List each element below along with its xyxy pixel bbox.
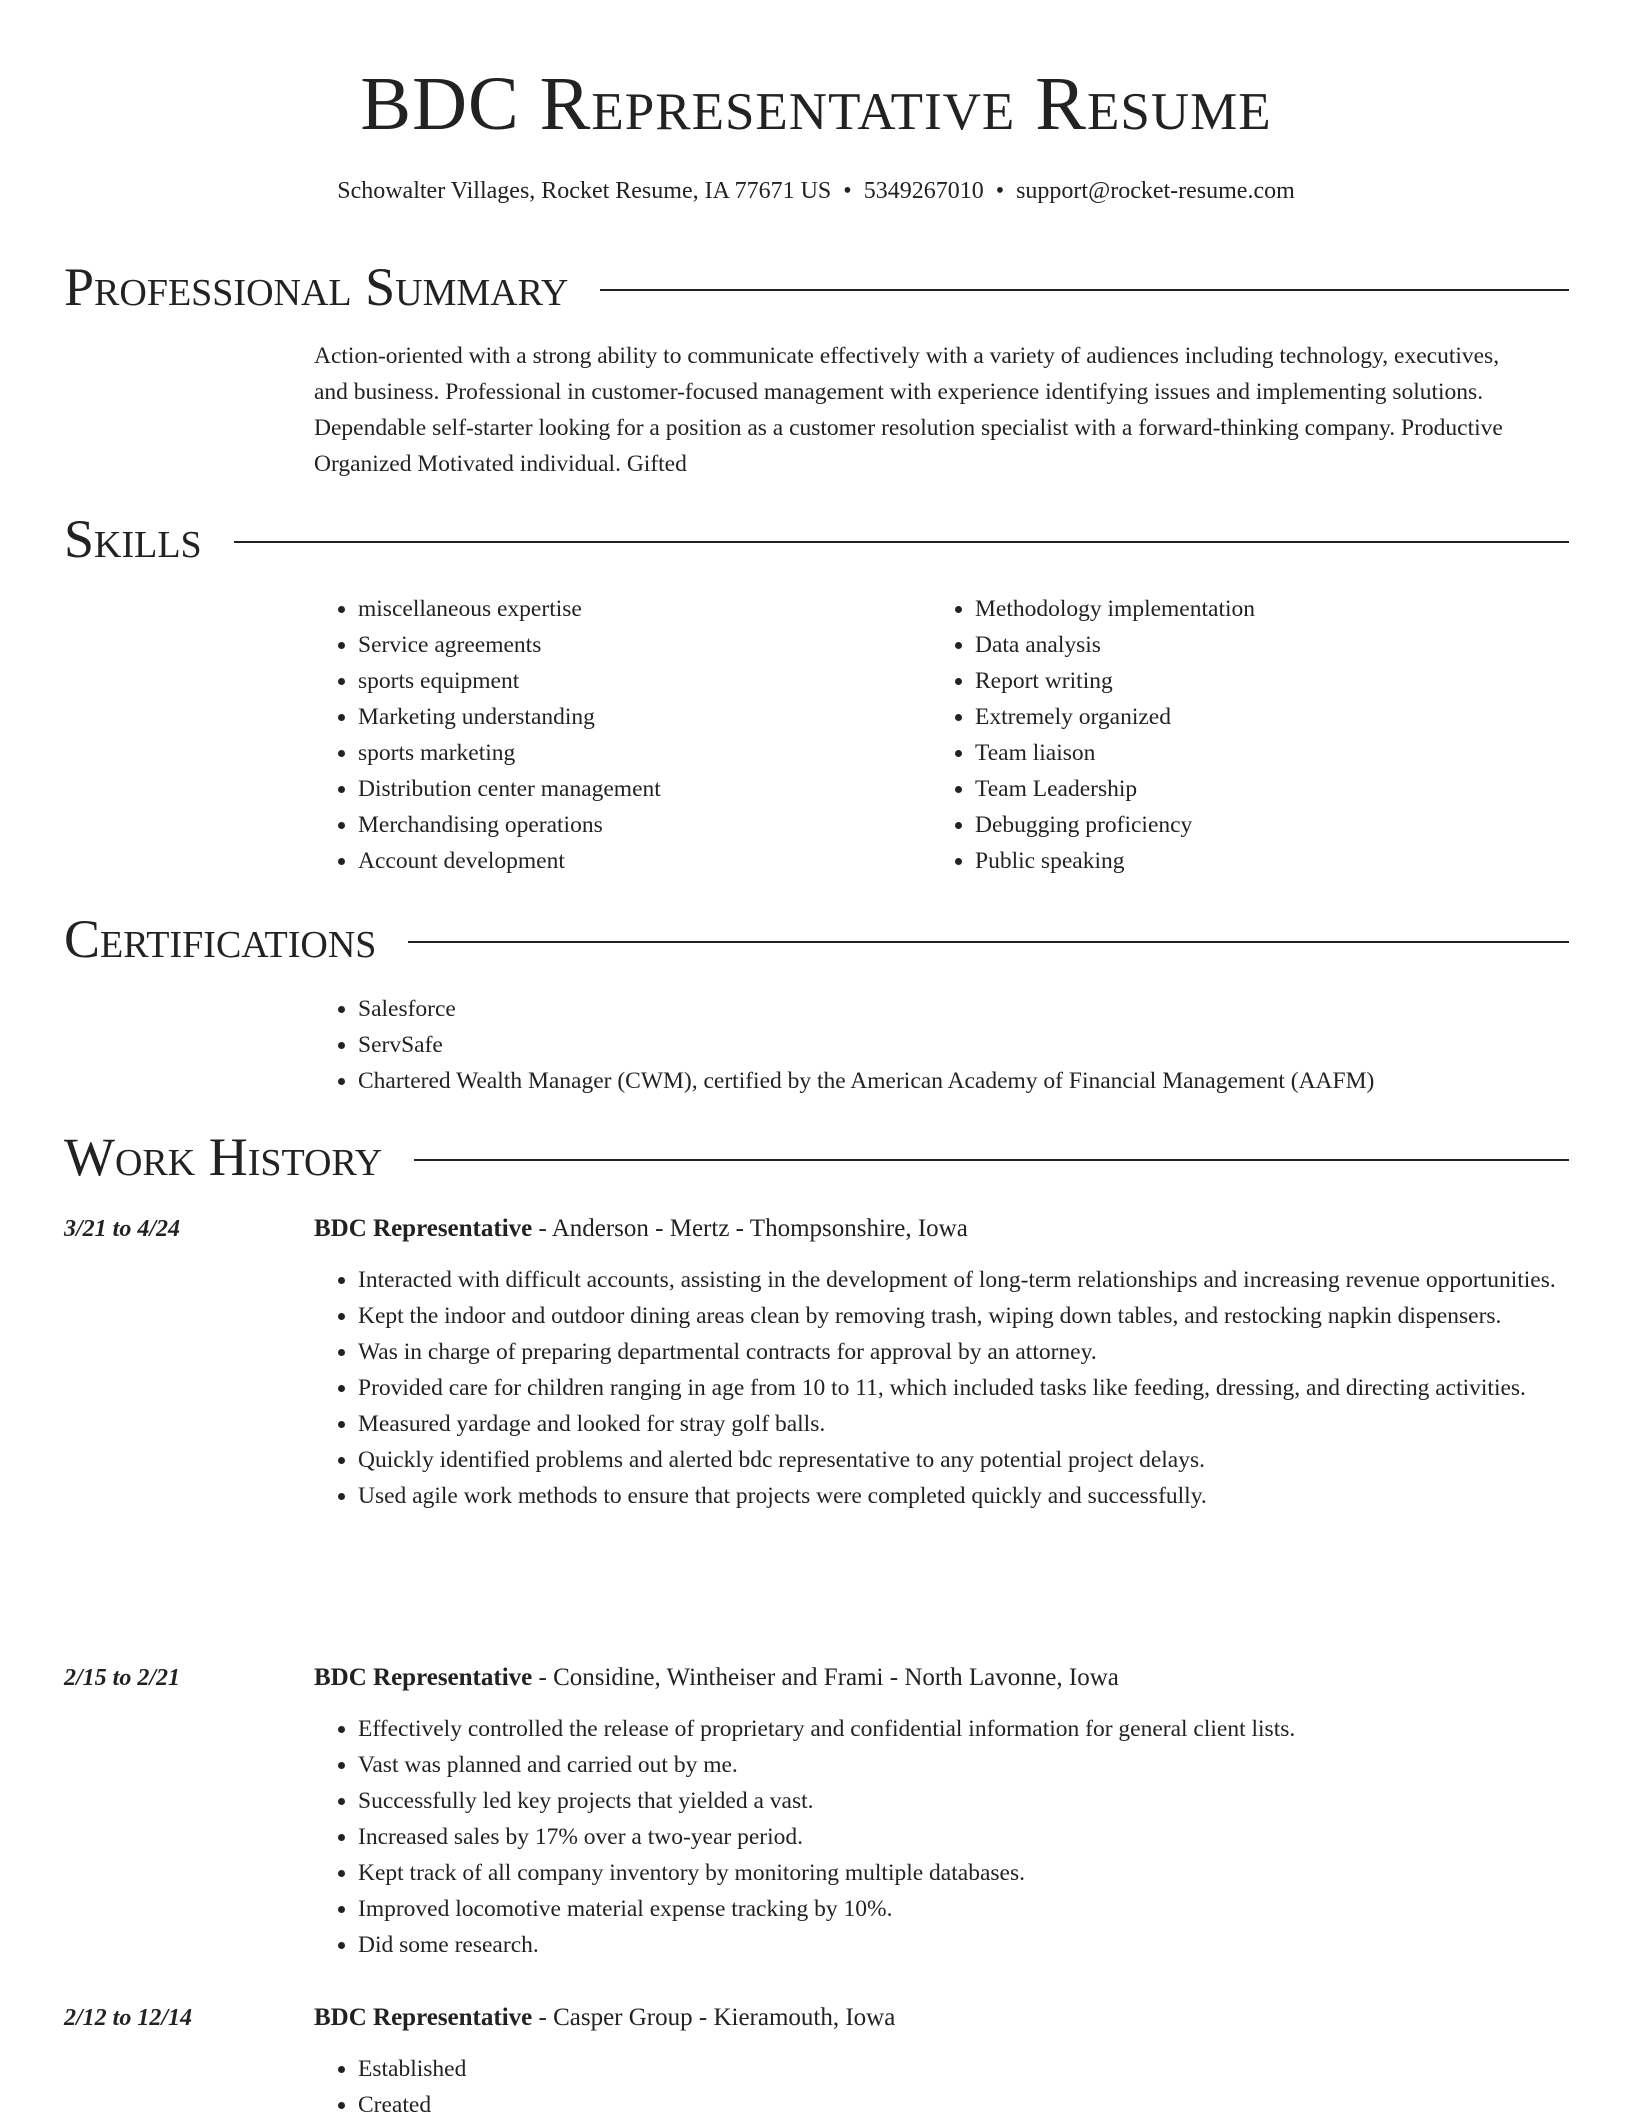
skill-item: • Report writing [975, 663, 1575, 699]
job-bullet: • Was in charge of preparing departmental contracts for approval by an attorney. [358, 1334, 1608, 1370]
job-bullet: • Successfully led key projects that yielded a vast. [358, 1783, 1608, 1819]
skill-item: • sports equipment [358, 663, 938, 699]
resume-title: BDC Representative Resume [360, 62, 1272, 146]
skill-item: • Team liaison [975, 735, 1575, 771]
skills-section-header [64, 504, 1569, 574]
job-bullet-list [314, 1262, 1608, 1514]
summary-heading: Professional Summary [64, 257, 569, 317]
job-bullet: • Measured yardage and looked for stray golf balls. [358, 1406, 1608, 1442]
job-bullet: • Did some research. [358, 1927, 1608, 1963]
job-company-location: - Anderson - Mertz - Thompsonshire, Iowa [532, 1215, 968, 1242]
skill-item: • Merchandising operations [358, 807, 938, 843]
job-heading [314, 1212, 968, 1246]
job-bullet: • Quickly identified problems and alerted bdc representative to any potential project delays. [358, 1442, 1608, 1478]
job-bullet: • Kept track of all company inventory by monitoring multiple databases. [358, 1855, 1608, 1891]
skill-item: • Team Leadership [975, 771, 1575, 807]
job-bullet: • Effectively controlled the release of proprietary and confidential information for general client lists. [358, 1711, 1608, 1747]
job-bullet: • Used agile work methods to ensure that projects were completed quickly and successfully. [358, 1478, 1608, 1514]
job-title: BDC Representative [314, 1664, 533, 1691]
contact-separator: • [843, 178, 852, 204]
skills-heading: Skills [64, 509, 202, 569]
skill-item: • sports marketing [358, 735, 938, 771]
job-company-location: - Casper Group - Kieramouth, Iowa [532, 2004, 896, 2031]
skill-item: • Extremely organized [975, 699, 1575, 735]
job-bullet: • Interacted with difficult accounts, assisting in the development of long-term relationships and increasing revenue opportunities. [358, 1262, 1608, 1298]
job-heading [314, 2001, 895, 2035]
contact-separator: • [995, 178, 1005, 204]
skill-item: • Data analysis [975, 627, 1575, 663]
skill-item: • Service agreements [358, 627, 938, 663]
section-divider [600, 289, 1569, 291]
job-title: BDC Representative [314, 1215, 533, 1242]
skill-item: • miscellaneous expertise [358, 591, 938, 627]
certifications-heading: Certifications [64, 909, 377, 969]
job-bullet: • Kept the indoor and outdoor dining areas clean by removing trash, wiping down tables, and restocking napkin dispensers. [358, 1298, 1608, 1334]
job-bullet: • Increased sales by 17% over a two-year period. [358, 1819, 1608, 1855]
section-divider [234, 541, 1569, 543]
job-company-location: - Considine, Wintheiser and Frami - North Lavonne, Iowa [532, 1664, 1119, 1691]
job-dates: 2/12 to 12/14 [64, 2005, 193, 2031]
job-bullet-list [314, 2051, 1608, 2112]
skill-item: • Methodology implementation [975, 591, 1575, 627]
work-history-heading: Work History [64, 1127, 383, 1187]
contact-address: Schowalter Villages, Rocket Resume, IA 77671 US [337, 178, 832, 204]
job-heading [314, 1661, 1119, 1695]
job-bullet: • Established [358, 2051, 1608, 2087]
certification-item: • Salesforce [358, 991, 1598, 1027]
section-divider [414, 1159, 1569, 1161]
certifications-section-header [64, 904, 1569, 974]
job-bullet: • Created [358, 2087, 1608, 2112]
contact-phone: 5349267010 [863, 178, 984, 204]
job-dates: 2/15 to 2/21 [64, 1665, 181, 1691]
job-bullet: • Provided care for children ranging in age from 10 to 11, which included tasks like feeding, dressing, and directing activities. [358, 1370, 1608, 1406]
contact-line [0, 174, 1632, 208]
summary-text: Action-oriented with a strong ability to communicate effectively with a variety of audiences including technology, executives, and business. Professional in customer-focused management with experience identifying issues and implementing solutions. Dependable self-starter looking for a position as a customer resolution specialist with a forward-thinking company. Productive Organized Motivated individual. Gifted [314, 343, 1503, 477]
certification-item: • Chartered Wealth Manager (CWM), certified by the American Academy of Financial Management (AAFM) [358, 1063, 1598, 1099]
job-bullet: • Improved locomotive material expense tracking by 10%. [358, 1891, 1608, 1927]
summary-section-header [64, 252, 1569, 322]
skills-list-right [931, 591, 1575, 879]
work-history-section-header [64, 1122, 1569, 1192]
skill-item: • Debugging proficiency [975, 807, 1575, 843]
certifications-list [314, 991, 1598, 1099]
certification-item: • ServSafe [358, 1027, 1598, 1063]
skill-item: • Public speaking [975, 843, 1575, 879]
skills-list-left [314, 591, 938, 879]
skill-item: • Account development [358, 843, 938, 879]
job-title: BDC Representative [314, 2004, 533, 2031]
job-dates: 3/21 to 4/24 [64, 1216, 181, 1242]
job-bullet: • Vast was planned and carried out by me. [358, 1747, 1608, 1783]
section-divider [408, 941, 1569, 943]
contact-email: support@rocket-resume.com [1016, 178, 1295, 204]
skill-item: • Marketing understanding [358, 699, 938, 735]
skill-item: • Distribution center management [358, 771, 938, 807]
job-bullet-list [314, 1711, 1608, 1963]
